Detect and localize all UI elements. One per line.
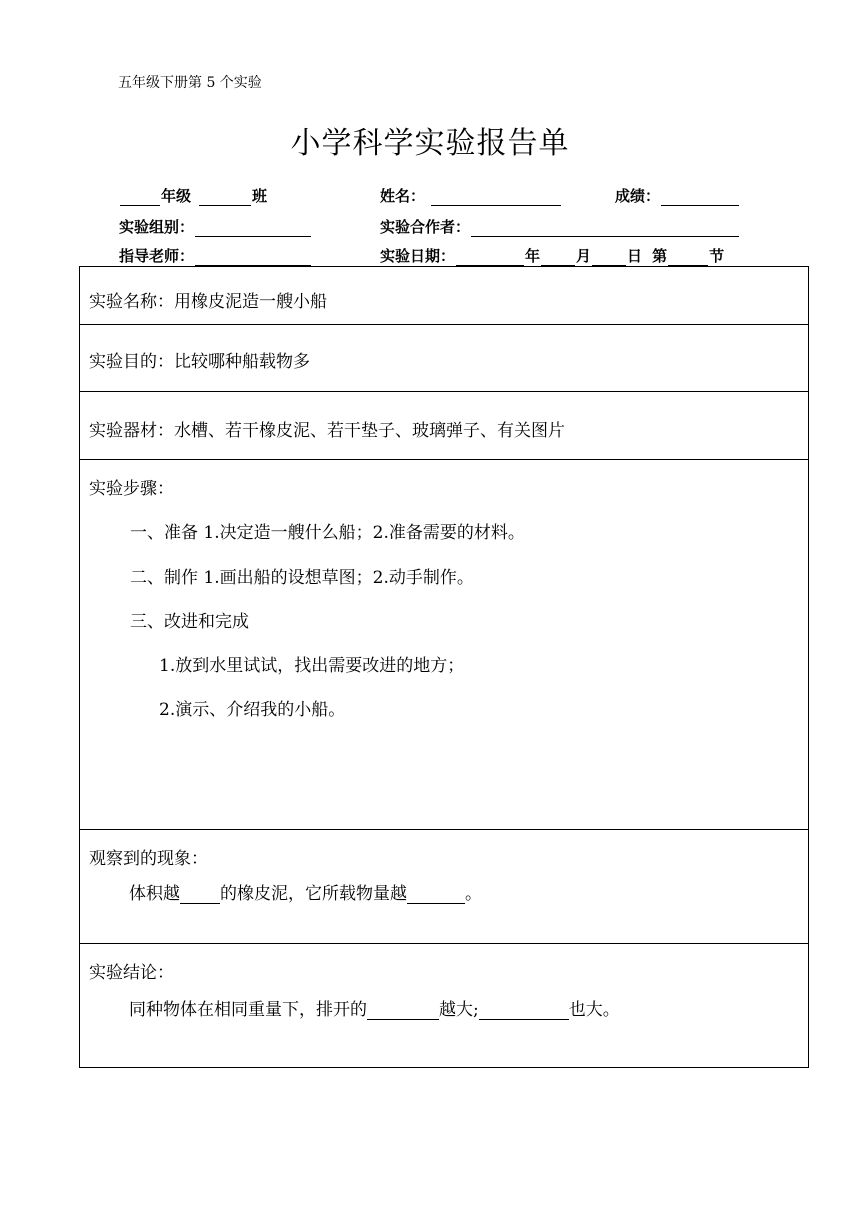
- class-blank[interactable]: [199, 189, 251, 206]
- year-label: 年: [525, 247, 541, 265]
- date-field: [380, 245, 724, 266]
- partner-label: 实验合作者：: [380, 218, 471, 236]
- observation-part2: 的橡皮泥，它所载物量越: [220, 884, 407, 904]
- materials-row: [80, 392, 808, 460]
- student-name-field: [380, 185, 562, 206]
- grade-blank[interactable]: [120, 189, 160, 206]
- step-item: 1.放到水里试试，找出需要改进的地方；: [159, 656, 465, 676]
- conclusion-sentence: [129, 995, 620, 1020]
- steps-label: 实验步骤：: [89, 479, 174, 499]
- day-blank[interactable]: [592, 249, 626, 266]
- experiment-name-row: [80, 267, 808, 325]
- step-item: 2.演示、介绍我的小船。: [159, 700, 346, 720]
- month-label: 月: [576, 247, 592, 265]
- date-label: 实验日期：: [380, 247, 456, 265]
- teacher-label: 指导老师：: [119, 247, 195, 265]
- materials-value: 水槽、若干橡皮泥、若干垫子、玻璃弹子、有关图片: [174, 421, 565, 441]
- period-prefix: 第: [652, 247, 668, 265]
- observation-blank-1[interactable]: [180, 886, 220, 904]
- experiment-name-label: 实验名称：: [89, 292, 174, 312]
- observation-part1: 体积越: [129, 884, 180, 904]
- page-title: 小学科学实验报告单: [290, 126, 570, 161]
- conclusion-part2: 越大;: [439, 1000, 479, 1020]
- year-blank[interactable]: [456, 249, 524, 266]
- teacher-blank[interactable]: [195, 249, 311, 266]
- period-suffix: 节: [709, 247, 725, 265]
- grade-label: 年级: [161, 187, 192, 205]
- conclusion-row: [80, 944, 808, 1068]
- step-item: 二、制作 1.画出船的设想草图；2.动手制作。: [130, 568, 474, 588]
- class-label: 班: [252, 187, 268, 205]
- teacher-field: [119, 245, 312, 266]
- name-blank[interactable]: [431, 189, 561, 206]
- experiment-name-value: 用橡皮泥造一艘小船: [174, 292, 327, 312]
- grade-class-field: [119, 185, 267, 206]
- steps-row: [80, 460, 808, 830]
- month-blank[interactable]: [541, 249, 575, 266]
- step-item: 三、改进和完成: [130, 612, 249, 632]
- score-label: 成绩：: [615, 187, 661, 205]
- observation-row: [80, 830, 808, 944]
- header-note: 五年级下册第 5 个实验: [118, 75, 262, 91]
- conclusion-part1: 同种物体在相同重量下，排开的: [129, 1000, 367, 1020]
- score-field: [615, 185, 740, 206]
- observation-part3: 。: [465, 884, 482, 904]
- purpose-label: 实验目的：: [89, 352, 174, 372]
- group-blank[interactable]: [195, 220, 311, 237]
- conclusion-blank-1[interactable]: [367, 1002, 439, 1020]
- group-label: 实验组别：: [119, 218, 195, 236]
- group-field: [119, 216, 312, 237]
- purpose-row: [80, 325, 808, 392]
- purpose-value: 比较哪种船载物多: [174, 352, 310, 372]
- partner-blank[interactable]: [471, 220, 739, 237]
- step-item: 一、准备 1.决定造一艘什么船；2.准备需要的材料。: [130, 523, 525, 543]
- score-blank[interactable]: [661, 189, 739, 206]
- name-label: 姓名：: [380, 187, 426, 205]
- conclusion-label: 实验结论：: [89, 963, 174, 983]
- materials-label: 实验器材：: [89, 421, 174, 441]
- partner-field: [380, 216, 740, 237]
- report-table: [79, 266, 809, 1068]
- observation-sentence: [129, 879, 482, 904]
- observation-label: 观察到的现象：: [89, 849, 208, 869]
- day-label: 日: [627, 247, 643, 265]
- conclusion-blank-2[interactable]: [479, 1002, 569, 1020]
- period-blank[interactable]: [668, 249, 708, 266]
- conclusion-part3: 也大。: [568, 1000, 620, 1020]
- observation-blank-2[interactable]: [407, 886, 465, 904]
